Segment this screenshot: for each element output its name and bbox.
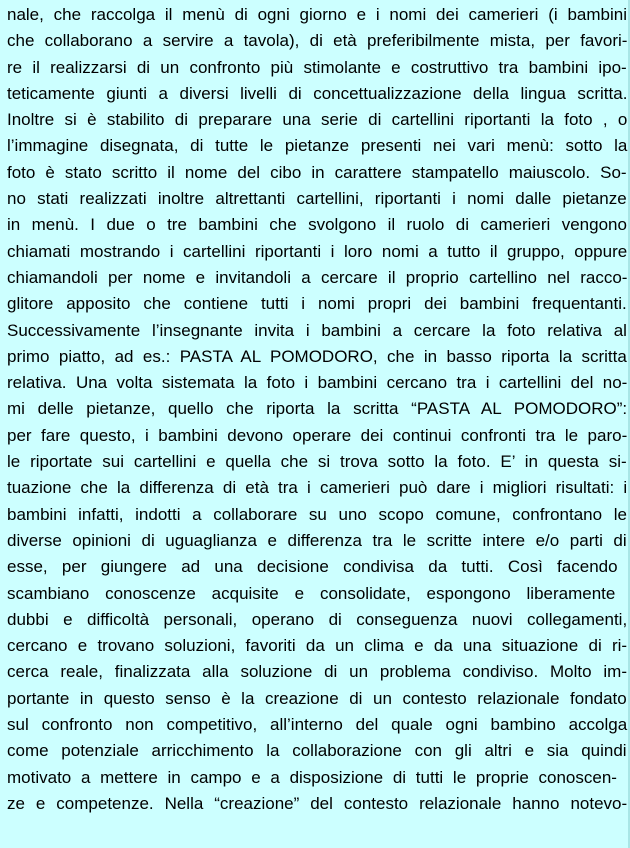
text-line: primo piatto, ad es.: PASTA AL POMODORO, che in basso riporta la scritta: [7, 346, 627, 366]
body-text: [7, 2, 630, 817]
text-line: re il realizzarsi di un confronto più stimolante e costruttivo tra bambini ipo-: [7, 57, 627, 77]
text-line: glitore apposito che contiene tutti i nomi propri dei bambini frequentanti.: [7, 294, 627, 314]
text-line: per fare questo, i bambini devono operare dei continui confronti tra le paro-: [7, 425, 628, 445]
text-line: diverse opinioni di uguaglianza e differenza tra le scritte intere e/o parti di: [7, 530, 627, 550]
text-line: le riportate sui cartellini e quella che si trova sotto la foto. E’ in questa si-: [7, 452, 627, 472]
text-line: l’immagine disegnata, di tutte le pietanze presenti nei vari menù: sotto la: [7, 136, 628, 156]
text-line: mi delle pietanze, quello che riporta la scritta “PASTA AL POMODORO”:: [7, 399, 628, 419]
text-line: sul confronto non competitivo, all’interno del quale ogni bambino accolga: [7, 715, 628, 735]
text-line: esse, per giungere ad una decisione condivisa da tutti. Così facendo: [7, 557, 618, 577]
text-line: scambiano conoscenze acquisite e consolidate, espongono liberamente: [7, 583, 616, 603]
text-line: chiamati mostrando i cartellini riportanti i loro nomi a tutto il gruppo, oppure: [7, 241, 628, 261]
text-line: teticamente giunti a diversi livelli di concettualizzazione della lingua scritta.: [7, 83, 628, 103]
text-line: tuazione che la differenza di età tra i camerieri può dare i migliori risultati: i: [7, 478, 628, 498]
text-line: cercano e trovano soluzioni, favoriti da un clima e da una situazione di ri-: [7, 636, 628, 656]
text-line: come potenziale arricchimento la collaborazione con gli altri e sia quindi: [7, 741, 627, 761]
text-line: portante in questo senso è la creazione di un contesto relazionale fondato: [7, 688, 627, 708]
text-line: foto è stato scritto il nome del cibo in carattere stampatello maiuscolo. So-: [7, 162, 627, 182]
text-line: che collaborano a servire a tavola), di età preferibilmente mista, per favori-: [7, 31, 628, 51]
text-line: chiamandoli per nome e invitandoli a cercare il proprio cartellino nel racco-: [7, 267, 628, 287]
text-line: Inoltre si è stabilito di preparare una serie di cartellini riportanti la foto , o: [7, 110, 628, 130]
text-line: ze e competenze. Nella “creazione” del contesto relazionale hanno notevo-: [7, 793, 628, 813]
text-line: cerca reale, finalizzata alla soluzione di un problema condiviso. Molto im-: [7, 662, 627, 682]
text-line: dubbi e difficoltà personali, operano di conseguenza nuovi collegamenti,: [7, 609, 628, 629]
text-line: relativa. Una volta sistemata la foto i bambini cercano tra i cartellini del no-: [7, 373, 628, 393]
text-line: motivato a mettere in campo e a disposizione di tutti le proprie conoscen-: [7, 767, 617, 787]
text-line: Successivamente l’insegnante invita i bambini a cercare la foto relativa al: [7, 320, 627, 340]
text-line: in menù. I due o tre bambini che svolgono il ruolo di camerieri vengono: [7, 215, 627, 235]
text-line: no stati realizzati inoltre altrettanti cartellini, riportanti i nomi dalle pietanze: [7, 189, 627, 209]
text-line: bambini infatti, indotti a collaborare su uno scopo comune, confrontano le: [7, 504, 627, 524]
text-line: nale, che raccolga il menù di ogni giorno e i nomi dei camerieri (i bambini: [7, 5, 627, 24]
